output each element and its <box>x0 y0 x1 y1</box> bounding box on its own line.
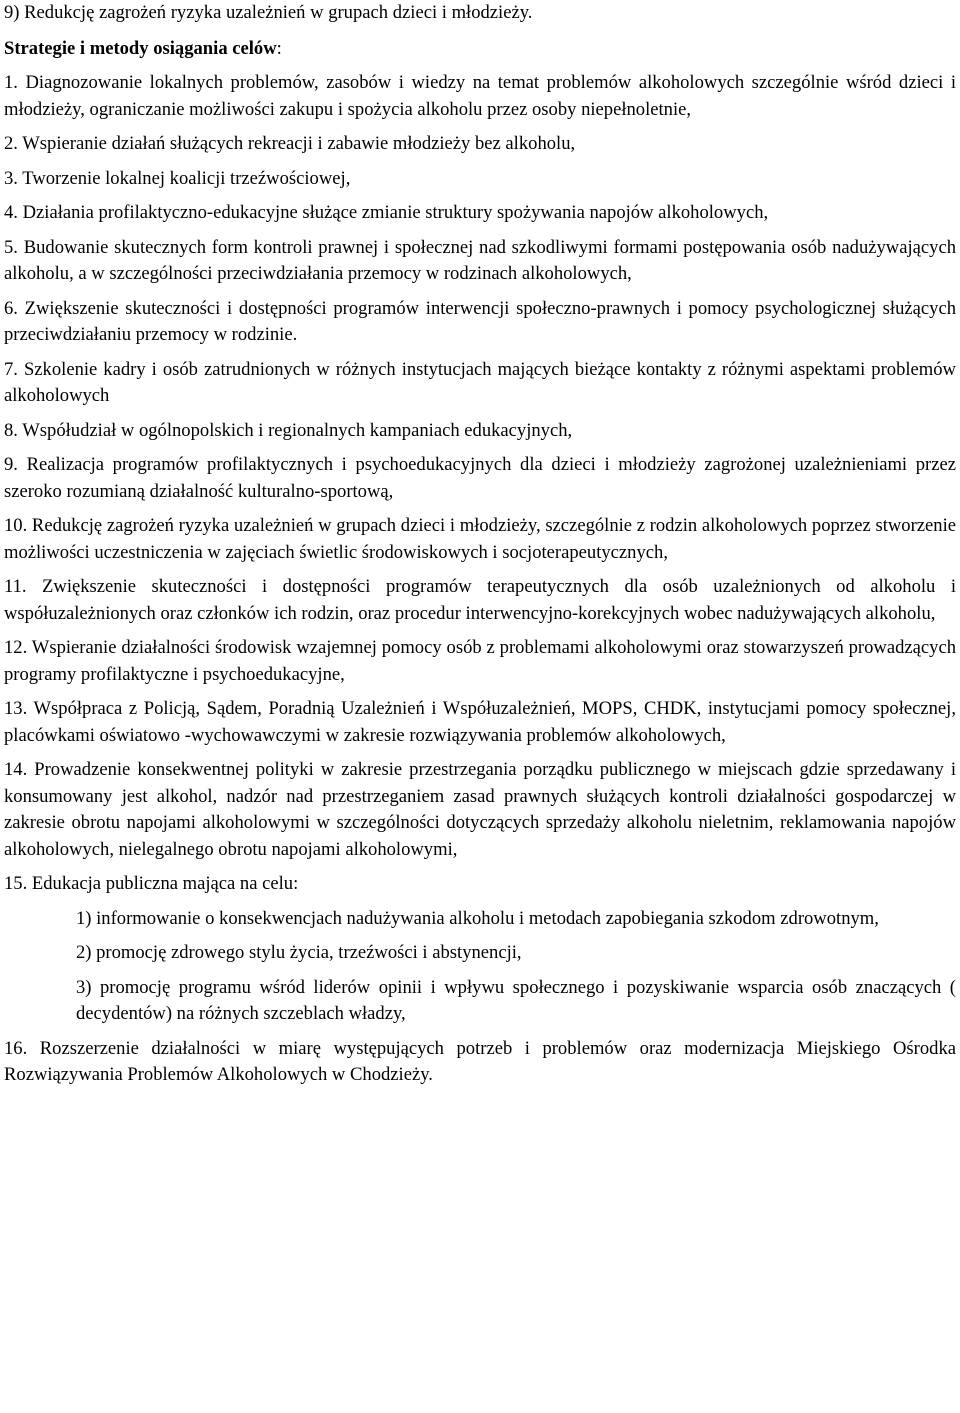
section-heading-colon: : <box>276 37 282 59</box>
strategy-item-14: 14. Prowadzenie konsekwentnej polityki w zakresie przestrzegania porządku publicznego w miejscach gdzie sprzedawany i konsumowany jest alkohol, nadzór nad przestrzeganiem zasad prawnych służących kontroli działalności gospodarczej w zakresie obrotu napojami alkoholowymi w szczególności dotyczących sprzedaży alkoholu nieletnim, reklamowania napojów alkoholowych, nielegalnego obrotu napojami alkoholowymi, <box>4 759 956 860</box>
strategy-item-2: 2. Wspieranie działań służących rekreacji i zabawie młodzieży bez alkoholu, <box>4 133 576 154</box>
strategy-item-6: 6. Zwiększenie skuteczności i dostępności programów interwencji społeczno-prawnych i pomocy psychologicznej służących przeciwdziałaniu przemocy w rodzinie. <box>4 297 956 345</box>
strategy-item-9: 9. Realizacja programów profilaktycznych i psychoedukacyjnych dla dzieci i młodzieży zagrożonej uzależnieniami przez szeroko rozumianą działalność kulturalno-sportową, <box>4 454 956 502</box>
strategy-item-4: 4. Działania profilaktyczno-edukacyjne służące zmianie struktury spożywania napojów alkoholowych, <box>4 202 769 223</box>
strategy-item-5: 5. Budowanie skutecznych form kontroli prawnej i społecznej nad szkodliwymi formami postępowania osób nadużywających alkoholu, a w szczególności przeciwdziałania przemocy w rodzinach alkoholowych, <box>4 236 956 284</box>
strategy-item-10: 10. Redukcję zagrożeń ryzyka uzależnień w grupach dzieci i młodzieży, szczególnie z rodzin alkoholowych poprzez stworzenie możliwości uczestniczenia w zajęciach świetlic środowiskowych i socjoterapeutycznych, <box>4 515 956 563</box>
section-heading <box>4 36 956 63</box>
strategy-item-15: 15. Edukacja publiczna mająca na celu: <box>4 873 299 894</box>
strategy-item-8: 8. Współudział w ogólnopolskich i regionalnych kampaniach edukacyjnych, <box>4 419 573 441</box>
strategy-item-16: 16. Rozszerzenie działalności w miarę występujących potrzeb i problemów oraz modernizacja Miejskiego Ośrodka Rozwiązywania Problemów Alkoholowych w Chodzieży. <box>4 1037 956 1085</box>
strategy-item-3: 3. Tworzenie lokalnej koalicji trzeźwościowej, <box>4 167 351 189</box>
education-subitem-1: 1) informowanie o konsekwencjach nadużywania alkoholu i metodach zapobiegania szkodom zdrowotnym, <box>76 907 879 929</box>
strategy-item-1: 1. Diagnozowanie lokalnych problemów, zasobów i wiedzy na temat problemów alkoholowych szczególnie wśród dzieci i młodzieży, ograniczanie możliwości zakupu i spożycia alkoholu przez osoby niepełnoletnie, <box>4 72 956 120</box>
education-subitem-2: 2) promocję zdrowego stylu życia, trzeźwości i abstynencji, <box>76 942 522 963</box>
strategy-item-7: 7. Szkolenie kadry i osób zatrudnionych w różnych instytucjach mających bieżące kontakty z różnymi aspektami problemów alkoholowych <box>4 358 956 406</box>
strategy-item-13: 13. Współpraca z Policją, Sądem, Poradnią Uzależnień i Współuzależnień, MOPS, CHDK, instytucjami pomocy społecznej, placówkami oświatowo -wychowawczymi w zakresie rozwiązywania problemów alkoholowych, <box>4 698 956 746</box>
goal-item-9: 9) Redukcję zagrożeń ryzyka uzależnień w grupach dzieci i młodzieży. <box>4 2 533 23</box>
section-heading-text: Strategie i metody osiągania celów <box>4 37 277 59</box>
education-subitem-3: 3) promocję programu wśród liderów opinii i wpływu społecznego i pozyskiwanie wsparcia osób znaczących ( decydentów) na różnych szczeblach władzy, <box>76 976 956 1024</box>
strategy-item-12: 12. Wspieranie działalności środowisk wzajemnej pomocy osób z problemami alkoholowymi oraz stowarzyszeń prowadzących programy profilaktyczne i psychoedukacyjne, <box>4 637 956 685</box>
strategy-item-11: 11. Zwiększenie skuteczności i dostępności programów terapeutycznych dla osób uzależnionych od alkoholu i współuzależnionych oraz członków ich rodzin, oraz procedur interwencyjno-korekcyjnych wobec nadużywających alkoholu, <box>4 576 956 624</box>
